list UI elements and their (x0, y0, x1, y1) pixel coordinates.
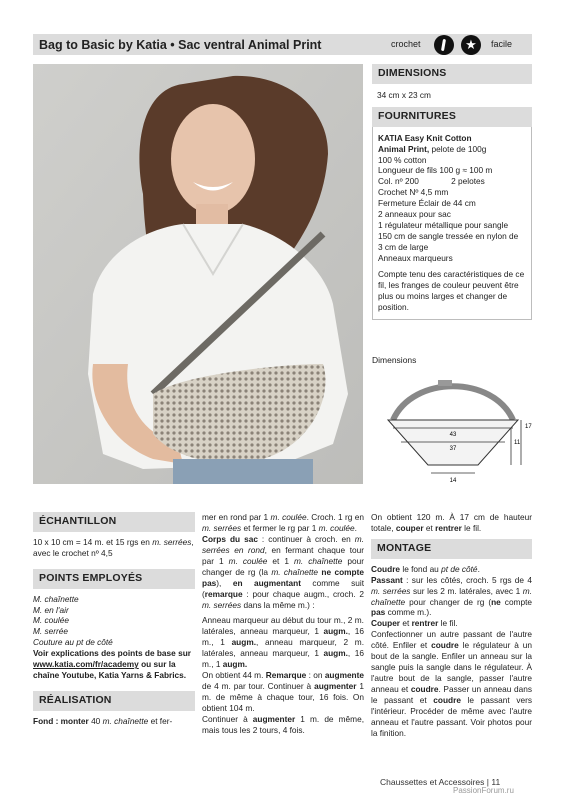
dim-height-inner: 11 (514, 440, 521, 446)
buckle-shape (438, 380, 452, 386)
column-middle (202, 512, 364, 736)
montage-p3: Couper et rentrer le fil. (371, 618, 458, 629)
column-right (371, 512, 532, 739)
page-footer: Chaussettes et Accessoires | 11 (380, 777, 501, 787)
col2-p4: On obtient 44 m. Remarque : on augmente de 4 m. par tour. Continuer à augmenter 1 m. de même à chaque tour, 16 fois. On obtient 104 m. (202, 670, 365, 713)
fournitures-heading: FOURNITURES (372, 107, 532, 127)
points-heading: POINTS EMPLOYÉS (33, 569, 195, 589)
column-left (33, 512, 195, 727)
col2-p3: Anneau marqueur au début du tour m., 2 m. latérales, anneau marqueur, 1 augm., 16 m., 1 augm., anneau marqueur, 2 m. latérales, anneau marqueur, 1 augm., 16 m., 1 augm. (202, 615, 365, 670)
echantillon-heading: ÉCHANTILLON (33, 512, 195, 532)
technique-label: crochet (391, 39, 421, 49)
dimensions-heading: DIMENSIONS (372, 64, 532, 84)
supply-line: 150 cm de sangle tressée en nylon de 3 cm de large (378, 231, 519, 253)
point-item: M. coulée (33, 615, 69, 626)
supply-line: Crochet Nº 4,5 mm (378, 187, 449, 198)
supply-line: 2 anneaux pour sac (378, 209, 451, 220)
yarn-name: KATIA Easy Knit Cotton (378, 132, 472, 143)
academy-text: Voir explications des points de base sur www.katia.com/fr/academy ou sur la chaîne Youtube, Katia Yarns & Fabrics. (33, 648, 191, 681)
diagram-label: Dimensions (372, 355, 417, 365)
bag-shape (388, 420, 518, 465)
yarn-weight: pelote de 100g (429, 143, 487, 154)
strap-shape (393, 386, 513, 420)
col2-p1: mer en rond par 1 m. coulée. Croch. 1 rg en m. serrées et fermer le rg par 1 m. coulée. (202, 512, 364, 533)
difficulty-label: facile (491, 39, 513, 49)
dim-height-total: 17 (525, 424, 532, 430)
star-icon: ★ (461, 35, 481, 55)
supply-line: 1 régulateur métallique pour sangle (378, 220, 509, 231)
montage-p1: Coudre le fond au pt de côté. (371, 563, 480, 574)
side-column (372, 64, 532, 320)
fond-text: Fond : monter 40 m. chaînette et fer- (33, 715, 173, 726)
echantillon-text: 10 x 10 cm = 14 m. et 15 rgs en m. serrées, avec le crochet nº 4,5 (33, 536, 194, 558)
realisation-heading: RÉALISATION (33, 691, 195, 711)
montage-p2: Passant : sur les côtés, croch. 5 rgs de 4 m. serrées sur les 2 m. latérales, avec 1 m. chaînette pour changer de rg (ne compte pas comme m.). (371, 574, 533, 618)
point-item: M. chaînette (33, 593, 79, 604)
supply-line: Col. nº 200 2 pelotes (378, 176, 485, 187)
academy-link[interactable]: www.katia.com/fr/academy (33, 659, 139, 670)
yarn-line2: Animal Print, (378, 143, 430, 154)
col3-p1: On obtient 120 m. À 17 cm de hauteur totale, couper et rentrer le fil. (371, 512, 532, 533)
supply-line: Fermeture Éclair de 44 cm (378, 198, 476, 209)
supply-line: 100 % cotton (378, 154, 427, 165)
montage-heading: MONTAGE (371, 539, 532, 559)
dim-base: 14 (449, 478, 457, 484)
photo-illustration (33, 64, 363, 484)
montage-p4: Confectionner un autre passant de l'autre côté. Enfiler et coudre le régulateur à un bout de la sangle. Enfiler un anneau sur la sangle puis la sangle dans le régulateur. À l'autre bout de la sangle, passer l'autre anneau et coudre. Passer un anneau dans le passant et coudre le passant vers l'intérieur. Procéder de même avec l'autre anneau et l'autre passant. Voir photos pour la finition. (371, 629, 533, 738)
dim-bottom: 37 (449, 446, 457, 452)
supply-line: Anneaux marqueurs (378, 252, 453, 263)
dimensions-diagram (383, 370, 533, 490)
header-bar (33, 34, 532, 55)
supply-line: Longueur de fils 100 g ≈ 100 m (378, 165, 493, 176)
point-item: M. serrée (33, 626, 69, 637)
dimensions-text: 34 cm x 23 cm (377, 89, 431, 100)
corps-text: Corps du sac : continuer à croch. en m. serrées en rond, en fermant chaque tour par 1 m. coulée et 1 m. chaînette pour changer de rg (la m. chaînette ne compte pas), en augmentant comme suit (remarque : pour chaque augm., croch. 2 m. serrées dans la même m.) : (202, 533, 364, 610)
fournitures-block (372, 127, 532, 320)
point-item: M. en l'air (33, 604, 69, 615)
crochet-hook-icon (434, 35, 454, 55)
page-title: Bag to Basic by Katia • Sac ventral Animal Print (39, 38, 322, 52)
yarn-note: Compte tenu des caractéristiques de ce fil, les franges de couleur peuvent être plus ou moins larges et changer de position. (378, 268, 525, 312)
dim-top: 43 (449, 432, 457, 438)
col2-p5: Continuer à augmenter 1 m. de même, mais tous les 2 tours, 4 fois. (202, 713, 364, 735)
watermark: PassionForum.ru (453, 786, 514, 795)
model-photo (33, 64, 363, 484)
point-item: Couture au pt de côté (33, 637, 113, 648)
